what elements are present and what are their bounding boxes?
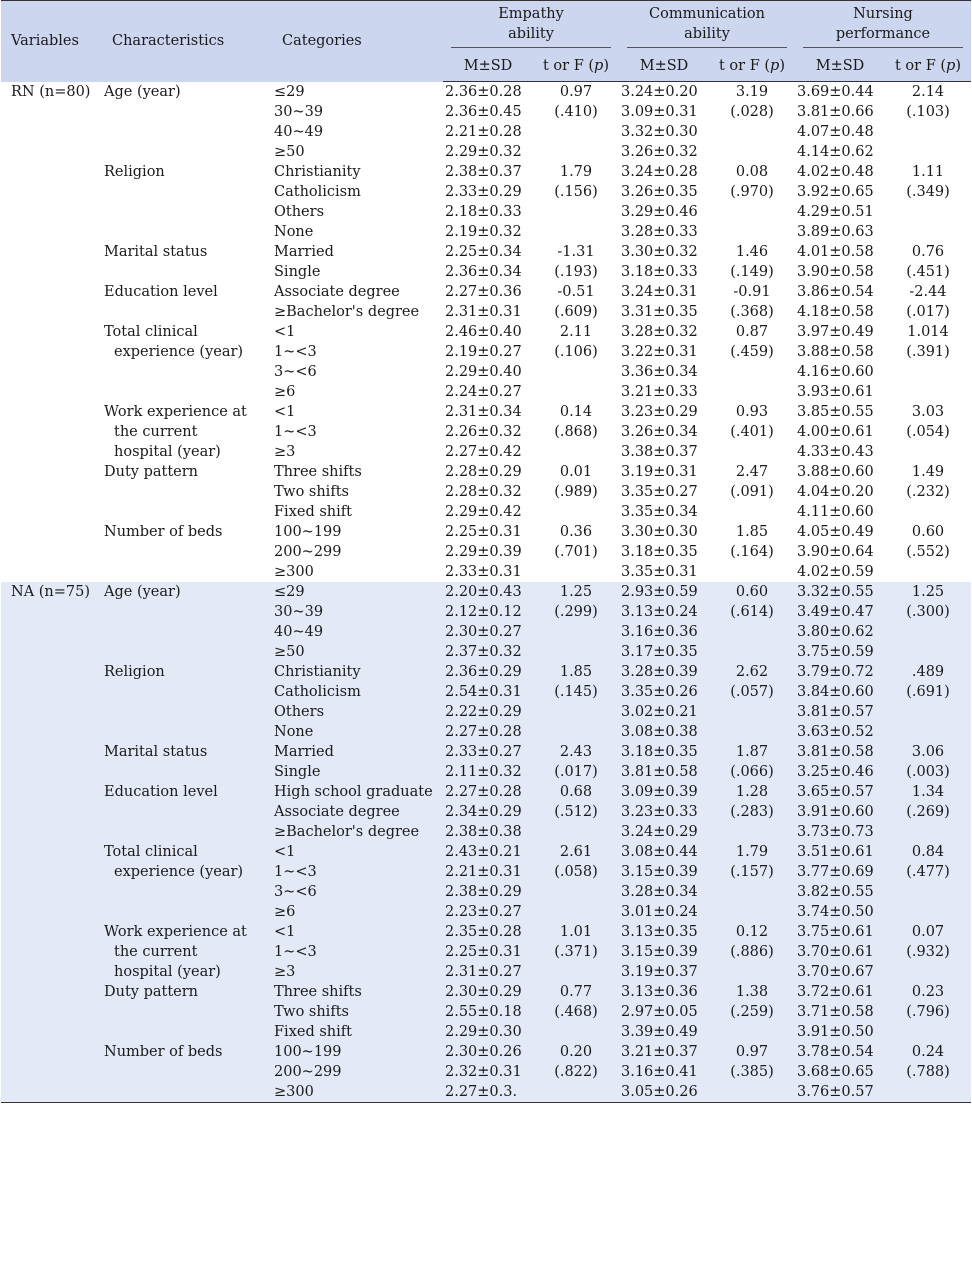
nursing-msd-cell: 3.79±0.72 3.84±0.60 3.81±0.57 3.63±0.52: [795, 662, 885, 742]
empathy-tf-cell: 1.85 (.145): [533, 662, 619, 742]
characteristic-cell: Total clinical experience (year): [102, 842, 272, 922]
table-row: [1, 242, 971, 282]
characteristic-cell: Marital status: [102, 742, 272, 782]
table-row: [1, 782, 971, 842]
characteristic-cell: Age (year): [102, 82, 272, 163]
header-empathy-msd: M±SD: [443, 50, 533, 82]
table-header: [1, 1, 971, 82]
empathy-tf-cell: 0.36 (.701): [533, 522, 619, 582]
table-row: [1, 662, 971, 742]
table-body: [1, 82, 971, 1103]
nursing-msd-cell: 3.65±0.57 3.91±0.60 3.73±0.73: [795, 782, 885, 842]
empathy-msd-cell: 2.36±0.28 2.36±0.45 2.21±0.28 2.29±0.32: [443, 82, 533, 163]
nursing-tf-cell: 1.34 (.269): [885, 782, 971, 842]
communication-msd-cell: 3.19±0.31 3.35±0.27 3.35±0.34: [619, 462, 709, 522]
table-row: [1, 582, 971, 662]
empathy-tf-cell: 1.79 (.156): [533, 162, 619, 242]
empathy-tf-cell: 2.43 (.017): [533, 742, 619, 782]
characteristic-cell: Religion: [102, 662, 272, 742]
nursing-tf-cell: 1.49 (.232): [885, 462, 971, 522]
characteristic-cell: Number of beds: [102, 1042, 272, 1103]
empathy-tf-cell: 2.11 (.106): [533, 322, 619, 402]
communication-msd-cell: 3.28±0.39 3.35±0.26 3.02±0.21 3.08±0.38: [619, 662, 709, 742]
nursing-msd-cell: 3.97±0.49 3.88±0.58 4.16±0.60 3.93±0.61: [795, 322, 885, 402]
nursing-msd-cell: 3.69±0.44 3.81±0.66 4.07±0.48 4.14±0.62: [795, 82, 885, 163]
category-cell: Associate degree ≥Bachelor's degree: [272, 282, 443, 322]
empathy-msd-cell: 2.20±0.43 2.12±0.12 2.30±0.27 2.37±0.32: [443, 582, 533, 662]
characteristic-cell: Education level: [102, 782, 272, 842]
nursing-msd-cell: 3.51±0.61 3.77±0.69 3.82±0.55 3.74±0.50: [795, 842, 885, 922]
category-cell: 100~199 200~299 ≥300: [272, 1042, 443, 1103]
characteristic-cell: Number of beds: [102, 522, 272, 582]
header-nursing-tf: t or F (p): [885, 50, 971, 82]
nursing-tf-cell: 0.76 (.451): [885, 242, 971, 282]
table-row: [1, 462, 971, 522]
empathy-msd-cell: 2.25±0.31 2.29±0.39 2.33±0.31: [443, 522, 533, 582]
category-cell: <1 1~<3 ≥3: [272, 922, 443, 982]
table-row: [1, 282, 971, 322]
nursing-msd-cell: 3.78±0.54 3.68±0.65 3.76±0.57: [795, 1042, 885, 1103]
empathy-tf-cell: 0.77 (.468): [533, 982, 619, 1042]
variable-cell: [1, 922, 102, 982]
characteristic-cell: Total clinical experience (year): [102, 322, 272, 402]
empathy-tf-cell: 0.14 (.868): [533, 402, 619, 462]
empathy-tf-cell: 0.97 (.410): [533, 82, 619, 163]
header-communication-msd: M±SD: [619, 50, 709, 82]
communication-tf-cell: 0.08 (.970): [709, 162, 795, 242]
communication-msd-cell: 3.30±0.30 3.18±0.35 3.35±0.31: [619, 522, 709, 582]
characteristic-cell: Duty pattern: [102, 462, 272, 522]
characteristic-cell: Religion: [102, 162, 272, 242]
category-cell: Christianity Catholicism Others None: [272, 662, 443, 742]
communication-msd-cell: 3.13±0.35 3.15±0.39 3.19±0.37: [619, 922, 709, 982]
nursing-msd-cell: 3.75±0.61 3.70±0.61 3.70±0.67: [795, 922, 885, 982]
category-cell: Three shifts Two shifts Fixed shift: [272, 462, 443, 522]
nursing-tf-cell: -2.44 (.017): [885, 282, 971, 322]
communication-tf-cell: 2.47 (.091): [709, 462, 795, 522]
nursing-tf-cell: 0.84 (.477): [885, 842, 971, 922]
header-nursing-msd: M±SD: [795, 50, 885, 82]
empathy-msd-cell: 2.33±0.27 2.11±0.32: [443, 742, 533, 782]
empathy-msd-cell: 2.38±0.37 2.33±0.29 2.18±0.33 2.19±0.32: [443, 162, 533, 242]
group-label: NA (n=75): [1, 582, 102, 662]
header-empathy-tf: t or F (p): [533, 50, 619, 82]
table-row: [1, 1042, 971, 1103]
category-cell: <1 1~<3 ≥3: [272, 402, 443, 462]
variable-cell: [1, 662, 102, 742]
empathy-tf-cell: 0.20 (.822): [533, 1042, 619, 1103]
communication-msd-cell: 3.09±0.39 3.23±0.33 3.24±0.29: [619, 782, 709, 842]
category-cell: ≤29 30~39 40~49 ≥50: [272, 82, 443, 163]
nursing-tf-cell: 1.25 (.300): [885, 582, 971, 662]
statistics-table: [1, 0, 971, 1103]
nursing-tf-cell: .489 (.691): [885, 662, 971, 742]
header-characteristics: Characteristics: [102, 1, 272, 82]
nursing-tf-cell: 0.23 (.796): [885, 982, 971, 1042]
empathy-tf-cell: 0.01 (.989): [533, 462, 619, 522]
communication-tf-cell: 1.79 (.157): [709, 842, 795, 922]
empathy-tf-cell: -0.51 (.609): [533, 282, 619, 322]
table-row: [1, 322, 971, 402]
nursing-tf-cell: 1.11 (.349): [885, 162, 971, 242]
category-cell: High school graduate Associate degree ≥Bachelor's degree: [272, 782, 443, 842]
nursing-msd-cell: 3.88±0.60 4.04±0.20 4.11±0.60: [795, 462, 885, 522]
table-row: [1, 922, 971, 982]
header-variables: Variables: [1, 1, 102, 82]
empathy-msd-cell: 2.46±0.40 2.19±0.27 2.29±0.40 2.24±0.27: [443, 322, 533, 402]
communication-msd-cell: 3.18±0.35 3.81±0.58: [619, 742, 709, 782]
communication-tf-cell: 3.19 (.028): [709, 82, 795, 163]
empathy-msd-cell: 2.28±0.29 2.28±0.32 2.29±0.42: [443, 462, 533, 522]
header-categories: Categories: [272, 1, 443, 82]
empathy-msd-cell: 2.43±0.21 2.21±0.31 2.38±0.29 2.23±0.27: [443, 842, 533, 922]
communication-msd-cell: 3.23±0.29 3.26±0.34 3.38±0.37: [619, 402, 709, 462]
nursing-msd-cell: 3.85±0.55 4.00±0.61 4.33±0.43: [795, 402, 885, 462]
nursing-tf-cell: 2.14 (.103): [885, 82, 971, 163]
communication-tf-cell: 1.85 (.164): [709, 522, 795, 582]
category-cell: 100~199 200~299 ≥300: [272, 522, 443, 582]
category-cell: ≤29 30~39 40~49 ≥50: [272, 582, 443, 662]
header-communication-tf: t or F (p): [709, 50, 795, 82]
empathy-msd-cell: 2.27±0.28 2.34±0.29 2.38±0.38: [443, 782, 533, 842]
communication-tf-cell: 0.12 (.886): [709, 922, 795, 982]
table-row: [1, 742, 971, 782]
nursing-msd-cell: 4.05±0.49 3.90±0.64 4.02±0.59: [795, 522, 885, 582]
empathy-msd-cell: 2.30±0.29 2.55±0.18 2.29±0.30: [443, 982, 533, 1042]
nursing-msd-cell: 3.86±0.54 4.18±0.58: [795, 282, 885, 322]
empathy-msd-cell: 2.30±0.26 2.32±0.31 2.27±0.3.: [443, 1042, 533, 1103]
variable-cell: [1, 282, 102, 322]
communication-msd-cell: 3.24±0.31 3.31±0.35: [619, 282, 709, 322]
variable-cell: [1, 982, 102, 1042]
nursing-tf-cell: 0.07 (.932): [885, 922, 971, 982]
communication-tf-cell: 0.93 (.401): [709, 402, 795, 462]
communication-tf-cell: 0.60 (.614): [709, 582, 795, 662]
nursing-msd-cell: 3.32±0.55 3.49±0.47 3.80±0.62 3.75±0.59: [795, 582, 885, 662]
variable-cell: [1, 782, 102, 842]
communication-tf-cell: 2.62 (.057): [709, 662, 795, 742]
characteristic-cell: Duty pattern: [102, 982, 272, 1042]
communication-tf-cell: 0.87 (.459): [709, 322, 795, 402]
empathy-tf-cell: 2.61 (.058): [533, 842, 619, 922]
communication-msd-cell: 3.28±0.32 3.22±0.31 3.36±0.34 3.21±0.33: [619, 322, 709, 402]
communication-msd-cell: 2.93±0.59 3.13±0.24 3.16±0.36 3.17±0.35: [619, 582, 709, 662]
table-row: [1, 162, 971, 242]
communication-msd-cell: 3.13±0.36 2.97±0.05 3.39±0.49: [619, 982, 709, 1042]
nursing-tf-cell: 3.06 (.003): [885, 742, 971, 782]
table-row: [1, 982, 971, 1042]
communication-msd-cell: 3.08±0.44 3.15±0.39 3.28±0.34 3.01±0.24: [619, 842, 709, 922]
communication-tf-cell: 0.97 (.385): [709, 1042, 795, 1103]
communication-tf-cell: 1.46 (.149): [709, 242, 795, 282]
table-row: [1, 82, 971, 163]
communication-msd-cell: 3.21±0.37 3.16±0.41 3.05±0.26: [619, 1042, 709, 1103]
characteristic-cell: Marital status: [102, 242, 272, 282]
variable-cell: [1, 402, 102, 462]
group-label: RN (n=80): [1, 82, 102, 163]
nursing-msd-cell: 4.02±0.48 3.92±0.65 4.29±0.51 3.89±0.63: [795, 162, 885, 242]
variable-cell: [1, 462, 102, 522]
empathy-tf-cell: 0.68 (.512): [533, 782, 619, 842]
category-cell: Married Single: [272, 742, 443, 782]
characteristic-cell: Work experience at the current hospital (year): [102, 922, 272, 982]
communication-tf-cell: -0.91 (.368): [709, 282, 795, 322]
characteristic-cell: Work experience at the current hospital (year): [102, 402, 272, 462]
nursing-msd-cell: 3.72±0.61 3.71±0.58 3.91±0.50: [795, 982, 885, 1042]
empathy-tf-cell: -1.31 (.193): [533, 242, 619, 282]
nursing-tf-cell: 3.03 (.054): [885, 402, 971, 462]
communication-tf-cell: 1.28 (.283): [709, 782, 795, 842]
variable-cell: [1, 162, 102, 242]
table-row: [1, 402, 971, 462]
nursing-msd-cell: 3.81±0.58 3.25±0.46: [795, 742, 885, 782]
header-communication-ability: Communication ability: [619, 1, 795, 51]
header-nursing-performance: Nursing performance: [795, 1, 971, 51]
header-empathy-ability: Empathy ability: [443, 1, 619, 51]
empathy-msd-cell: 2.35±0.28 2.25±0.31 2.31±0.27: [443, 922, 533, 982]
communication-tf-cell: 1.87 (.066): [709, 742, 795, 782]
table-row: [1, 842, 971, 922]
communication-tf-cell: 1.38 (.259): [709, 982, 795, 1042]
variable-cell: [1, 1042, 102, 1103]
category-cell: Christianity Catholicism Others None: [272, 162, 443, 242]
category-cell: <1 1~<3 3~<6 ≥6: [272, 842, 443, 922]
communication-msd-cell: 3.24±0.20 3.09±0.31 3.32±0.30 3.26±0.32: [619, 82, 709, 163]
category-cell: Three shifts Two shifts Fixed shift: [272, 982, 443, 1042]
variable-cell: [1, 842, 102, 922]
empathy-tf-cell: 1.25 (.299): [533, 582, 619, 662]
variable-cell: [1, 742, 102, 782]
characteristic-cell: Education level: [102, 282, 272, 322]
empathy-msd-cell: 2.25±0.34 2.36±0.34: [443, 242, 533, 282]
characteristic-cell: Age (year): [102, 582, 272, 662]
communication-msd-cell: 3.30±0.32 3.18±0.33: [619, 242, 709, 282]
nursing-msd-cell: 4.01±0.58 3.90±0.58: [795, 242, 885, 282]
empathy-msd-cell: 2.27±0.36 2.31±0.31: [443, 282, 533, 322]
variable-cell: [1, 242, 102, 282]
category-cell: Married Single: [272, 242, 443, 282]
nursing-tf-cell: 0.24 (.788): [885, 1042, 971, 1103]
nursing-tf-cell: 1.014 (.391): [885, 322, 971, 402]
variable-cell: [1, 322, 102, 402]
empathy-msd-cell: 2.31±0.34 2.26±0.32 2.27±0.42: [443, 402, 533, 462]
table-row: [1, 522, 971, 582]
empathy-msd-cell: 2.36±0.29 2.54±0.31 2.22±0.29 2.27±0.28: [443, 662, 533, 742]
communication-msd-cell: 3.24±0.28 3.26±0.35 3.29±0.46 3.28±0.33: [619, 162, 709, 242]
variable-cell: [1, 522, 102, 582]
category-cell: <1 1~<3 3~<6 ≥6: [272, 322, 443, 402]
nursing-tf-cell: 0.60 (.552): [885, 522, 971, 582]
empathy-tf-cell: 1.01 (.371): [533, 922, 619, 982]
